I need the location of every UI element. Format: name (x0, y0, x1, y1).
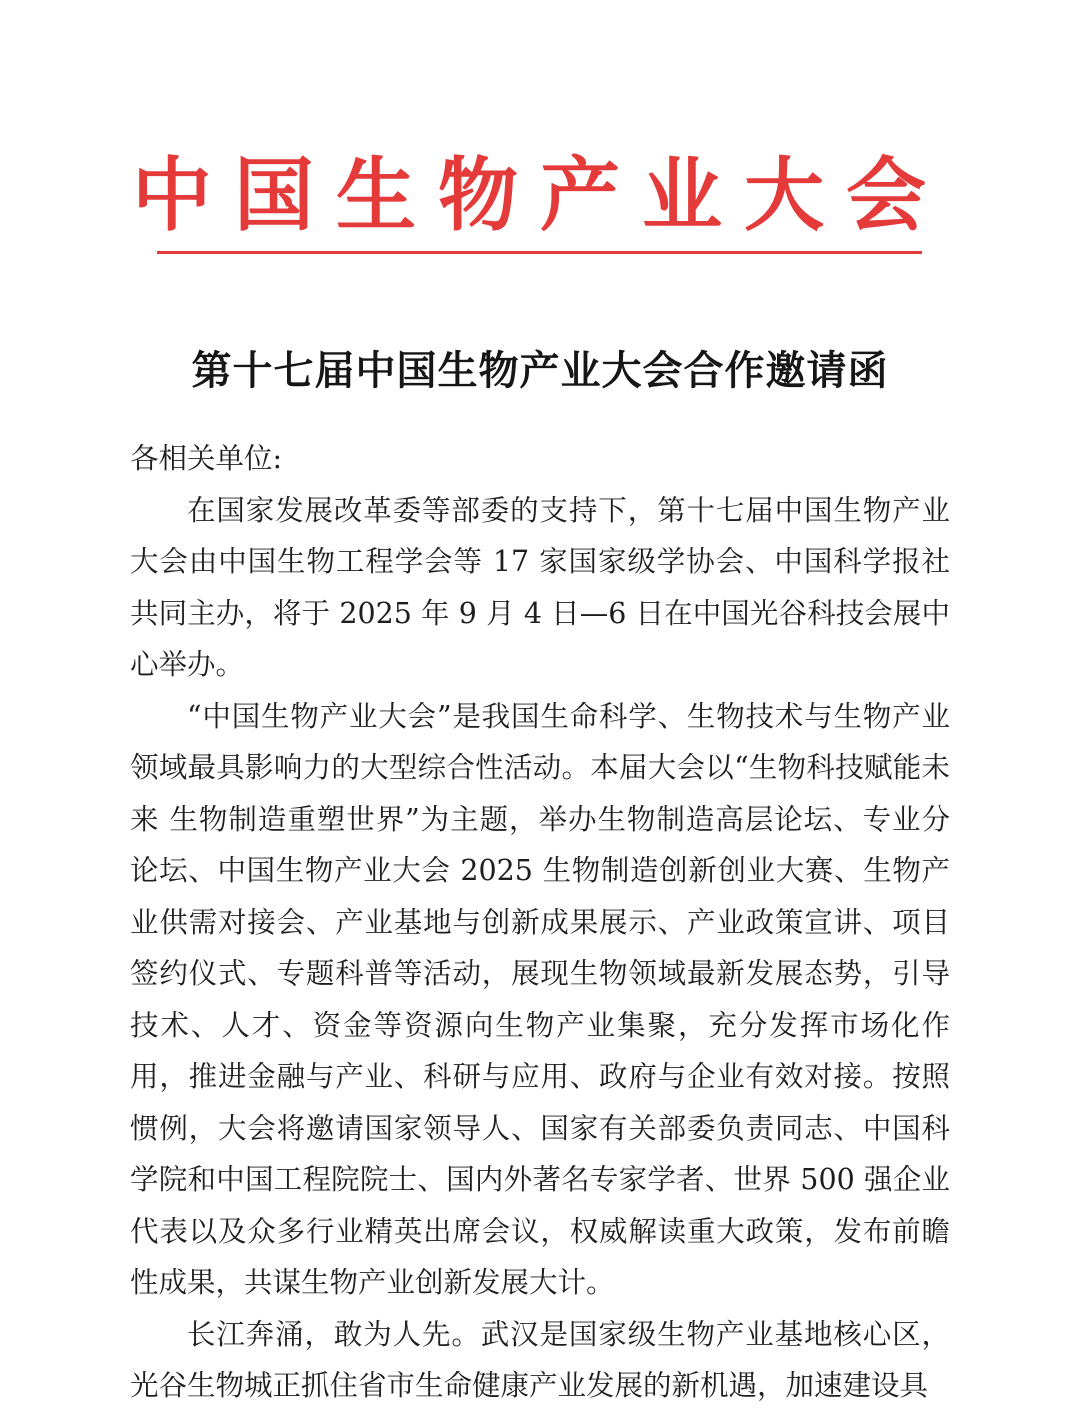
salutation: 各相关单位: (130, 442, 283, 475)
body-paragraph: 在国家发展改革委等部委的支持下，第十七届中国生物产业大会由中国生物工程学会等 17 家国家级学协会、中国科学报社共同主办，将于 2025 年 9 月 4 日—6 日在中国光谷科技会展中心举办。 (130, 493, 950, 681)
body-paragraph: “中国生物产业大会”是我国生命科学、生物技术与生物产业领域最具影响力的大型综合性活动。本届大会以“生物科技赋能未来 生物制造重塑世界”为主题，举办生物制造高层论坛、专业分论坛、中国生物产业大会 2025 生物制造创新创业大赛、生物产业供需对接会、产业基地与创新成果展示、产业政策宣讲、项目签约仪式、专题科普等活动，展现生物领域最新发展态势，引导技术、人才、资金等资源向生物产业集聚，充分发挥市场化作用，推进金融与产业、科研与应用、政府与企业有效对接。按照惯例，大会将邀请国家领导人、国家有关部委负责同志、中国科学院和中国工程院院士、国内外著名专家学者、世界 500 强企业代表以及众多行业精英出席会议，权威解读重大政策，发布前瞻性成果，共谋生物产业创新发展大计。 (130, 699, 950, 1299)
letterhead-rule (157, 251, 922, 254)
body-paragraph: 长江奔涌，敢为人先。武汉是国家级生物产业基地核心区，光谷生物城正抓住省市生命健康产业发展的新机遇，加速建设具 (130, 1317, 950, 1402)
letterhead-title: 中国生物产业大会 (132, 148, 948, 242)
document-body (130, 433, 950, 1412)
document-title: 第十七届中国生物产业大会合作邀请函 (191, 348, 889, 394)
